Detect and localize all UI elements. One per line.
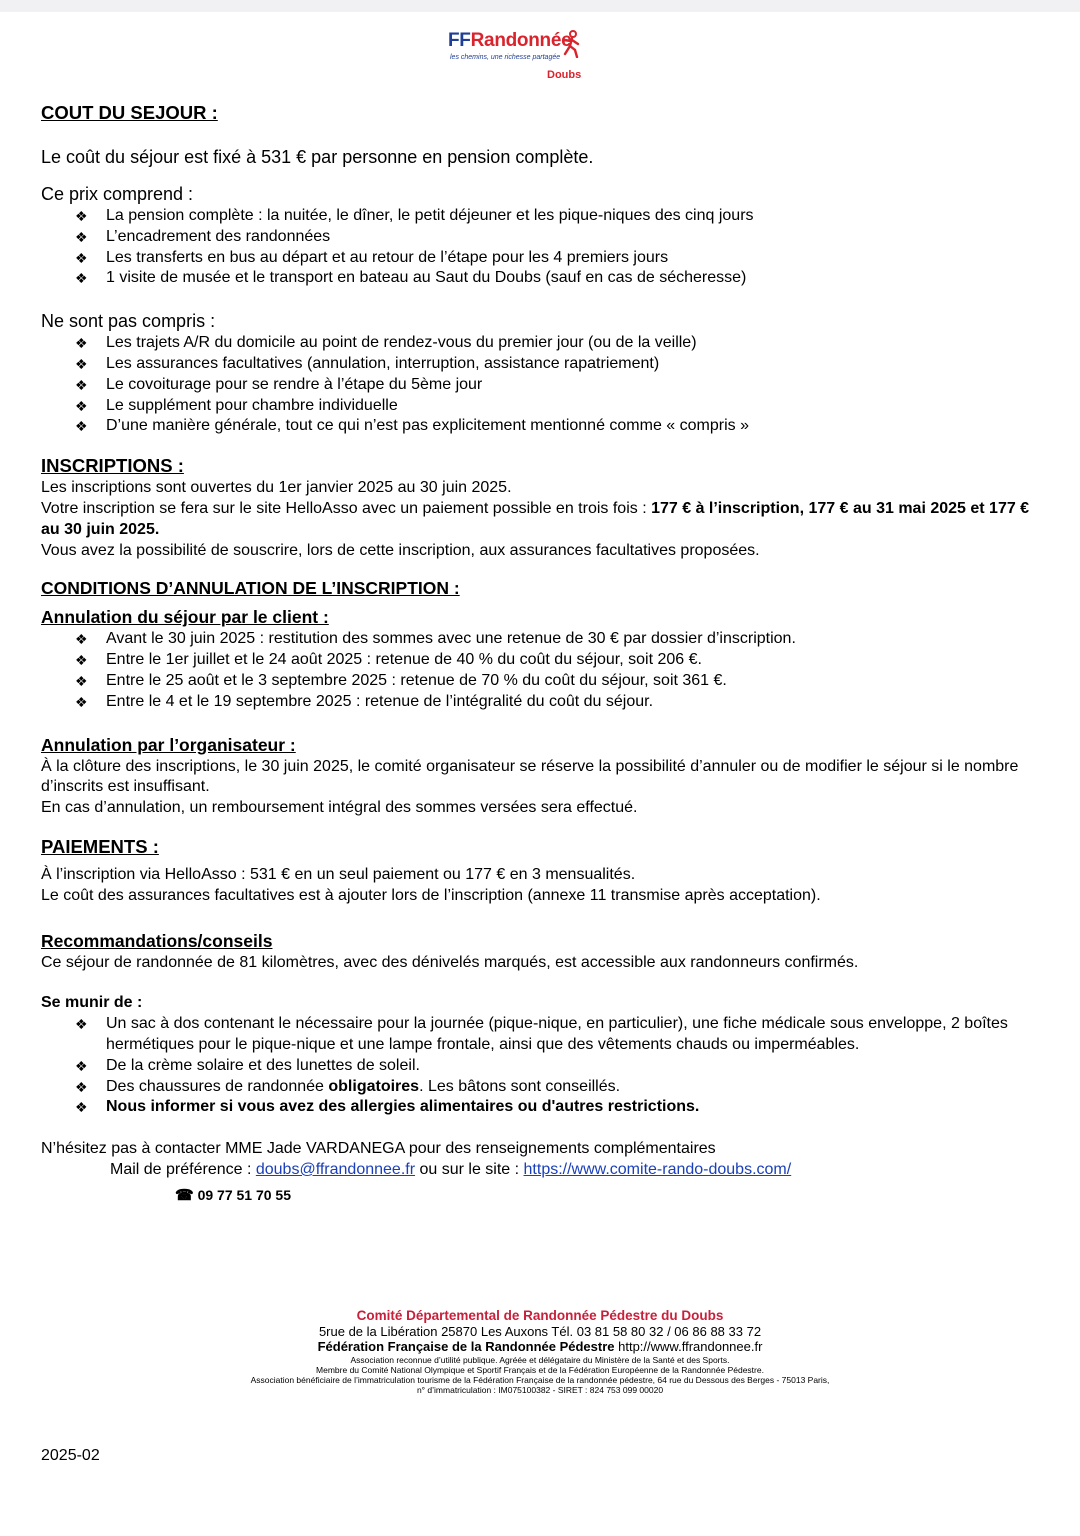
paiements-title: PAIEMENTS : (41, 835, 159, 857)
inscriptions-line3: Vous avez la possibilité de souscrire, lors de cette inscription, aux assurances facultatives proposées. (41, 541, 760, 559)
bullet-icon: ❖ (75, 270, 88, 287)
list-item: ❖ Entre le 4 et le 19 septembre 2025 : retenue de l’intégralité du coût du séjour. (106, 692, 1031, 713)
document-body (41, 101, 1031, 1207)
top-bar (0, 0, 1080, 12)
document-id: 2025-02 (41, 1447, 100, 1464)
logo-tagline: les chemins, une richesse partagée (450, 54, 561, 61)
bullet-icon: ❖ (75, 1016, 88, 1033)
bullet-icon: ❖ (75, 631, 88, 648)
contact-line: N’hésitez pas à contacter MME Jade VARDANEGA pour des renseignements complémentaires (41, 1140, 716, 1158)
paiements-line1: À l’inscription via HelloAsso : 531 € en un seul paiement ou 177 € en 3 mensualités. (41, 865, 636, 883)
list-item: ❖ L’encadrement des randonnées (106, 227, 1031, 248)
email-link[interactable]: doubs@ffrandonnee.fr (255, 1160, 416, 1178)
list-item: ❖ Entre le 25 août et le 3 septembre 2025 : retenue de 70 % du coût du séjour, soit 361 €. (106, 671, 1031, 692)
inscriptions-line2: Votre inscription se fera sur le site HelloAsso avec un paiement possible en trois fois : 177 € à l’inscription, 177 € au 31 mai 2025 et 177 € au 30 juin 2025. (41, 499, 1030, 538)
footer-small-4: n° d’immatriculation : IM075100382 - SIRET : 824 753 099 00020 (416, 1384, 664, 1395)
comprend-list (41, 206, 1031, 289)
bullet-icon: ❖ (75, 1078, 88, 1095)
list-item: ❖ 1 visite de musée et le transport en bateau au Saut du Doubs (sauf en cas de sécheresse) (106, 268, 1031, 289)
bullet-icon: ❖ (75, 693, 88, 710)
bullet-icon: ❖ (75, 1057, 88, 1074)
bullet-icon: ❖ (75, 228, 88, 245)
bullet-icon: ❖ (75, 1099, 88, 1116)
list-item: ❖ De la crème solaire et des lunettes de soleil. (106, 1056, 1031, 1077)
munir-label: Se munir de : (41, 994, 143, 1012)
non-compris-label: Ne sont pas compris : (41, 311, 216, 332)
list-item: ❖ La pension complète : la nuitée, le dîner, le petit déjeuner et les pique-niques des cinq jours (106, 206, 1031, 227)
paiements-line2: Le coût des assurances facultatives est à ajouter lors de l’inscription (annexe 11 transmise après acceptation). (41, 886, 821, 904)
list-item: ❖ Entre le 1er juillet et le 24 août 2025 : retenue de 40 % du coût du séjour, soit 206 €. (106, 650, 1031, 671)
list-item: ❖ Le covoiturage pour se rendre à l’étape du 5ème jour (106, 375, 1031, 396)
list-item: ❖ Avant le 30 juin 2025 : restitution des sommes avec une retenue de 30 € par dossier d’inscription. (106, 629, 1031, 650)
list-item: ❖ Les assurances facultatives (annulation, interruption, assistance rapatriement) (106, 354, 1031, 375)
cout-title: COUT DU SEJOUR : (41, 102, 218, 123)
list-item: ❖ Nous informer si vous avez des allergies alimentaires ou d'autres restrictions. (106, 1097, 1031, 1118)
phone-line: ☎ 09 77 51 70 55 (175, 1186, 291, 1204)
bullet-icon: ❖ (75, 208, 88, 224)
contact-mail-line: Mail de préférence : doubs@ffrandonnee.fr ou sur le site : https://www.comite-rando-doubs.com/ (110, 1160, 792, 1178)
reco-line1: Ce séjour de randonnée de 81 kilomètres, avec des dénivelés marqués, est accessible aux randonneurs confirmés. (41, 953, 859, 971)
bullet-icon: ❖ (75, 335, 88, 352)
bullet-icon: ❖ (75, 672, 88, 689)
cout-intro: Le coût du séjour est fixé à 531 € par personne en pension complète. (41, 147, 594, 167)
logo-brand: FFRandonnée (448, 30, 572, 51)
bullet-icon: ❖ (75, 418, 88, 435)
non-compris-list (41, 333, 1031, 437)
list-item: ❖ Le supplément pour chambre individuelle (106, 396, 1031, 417)
footer-address: 5rue de la Libération 25870 Les Auxons Tél. 03 81 58 80 32 / 06 86 88 33 72 (318, 1323, 762, 1339)
annulation-title: CONDITIONS D’ANNULATION DE L’INSCRIPTION : (41, 578, 460, 599)
annulation-org-line2: En cas d’annulation, un remboursement intégral des sommes versées sera effectué. (41, 799, 638, 817)
footer-small-2: Membre du Comité National Olympique et Sportif Français et de la Fédération Européenne de la Randonnée Pédestre. (316, 1364, 764, 1375)
annulation-client-title: Annulation du séjour par le client : (41, 607, 329, 628)
footer (140, 1308, 940, 1395)
ffrandonnee-logo (440, 30, 640, 86)
footer-small-1: Association reconnue d’utilité publique. Agréée et délégataire du Ministère de la Santé et des Sports. (350, 1354, 730, 1365)
hiker-icon (561, 30, 583, 58)
annulation-org-line1: À la clôture des inscriptions, le 30 juin 2025, le comité organisateur se réserve la possibilité d’annuler ou de modifier le séjour si le nombre d’inscrits est insuffisant. (41, 757, 1019, 796)
munir-list (41, 1014, 1031, 1118)
annulation-client-list (41, 629, 1031, 712)
bullet-icon: ❖ (75, 652, 88, 669)
phone-icon: ☎ (175, 1186, 194, 1204)
footer-org: Comité Départemental de Randonnée Pédestre du Doubs (356, 1308, 724, 1323)
footer-small-3: Association bénéficiaire de l’immatriculation tourisme de la Fédération Française de la randonnée pédestre, 64 rue du Dessous des Berges - 75013 Paris, (250, 1374, 830, 1385)
bullet-icon: ❖ (75, 249, 88, 266)
comprend-label: Ce prix comprend : (41, 184, 194, 204)
annulation-org-title: Annulation par l’organisateur : (41, 734, 296, 755)
inscriptions-line1: Les inscriptions sont ouvertes du 1er janvier 2025 au 30 juin 2025. (41, 479, 512, 497)
footer-federation: Fédération Française de la Randonnée Pédestre http://www.ffrandonnee.fr (317, 1339, 763, 1354)
website-link[interactable]: https://www.comite-rando-doubs.com/ (523, 1160, 792, 1178)
list-item: ❖ Les transferts en bus au départ et au retour de l’étape pour les 4 premiers jours (106, 248, 1031, 269)
bullet-icon: ❖ (75, 355, 88, 372)
inscriptions-title: INSCRIPTIONS : (41, 455, 184, 477)
logo-region: Doubs (547, 69, 582, 81)
bullet-icon: ❖ (75, 376, 88, 393)
list-item: ❖ D’une manière générale, tout ce qui n’est pas explicitement mentionné comme « compris » (106, 416, 1031, 437)
list-item: ❖ Un sac à dos contenant le nécessaire pour la journée (pique-nique, en particulier), une fiche médicale sous enveloppe, 2 boîtes hermétiques pour le pique-nique et une lampe frontale, ainsi que des vêtements chauds ou imperméables. (75, 1015, 1008, 1053)
bullet-icon: ❖ (75, 397, 88, 414)
list-item: ❖ Les trajets A/R du domicile au point de rendez-vous du premier jour (ou de la veille) (106, 333, 1031, 354)
list-item: ❖ Des chaussures de randonnée obligatoires. Les bâtons sont conseillés. (106, 1077, 1031, 1098)
reco-title: Recommandations/conseils (41, 930, 273, 951)
